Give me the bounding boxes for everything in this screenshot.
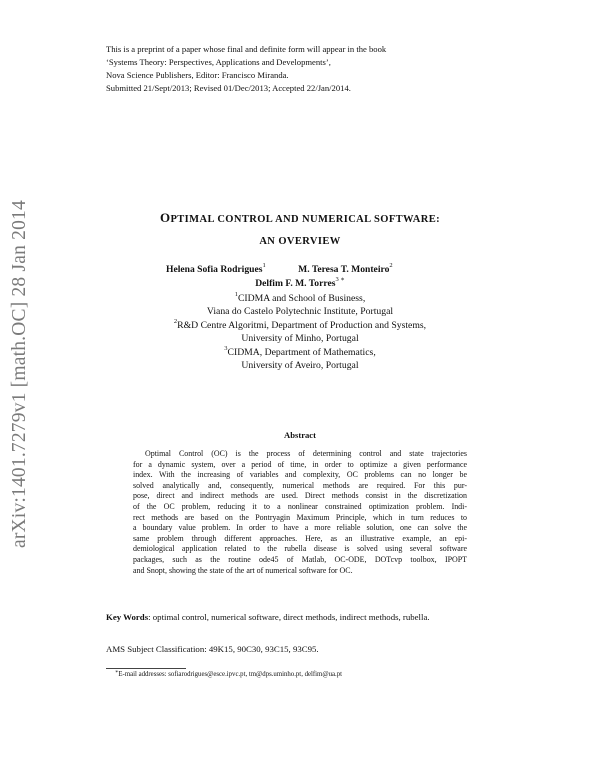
title-line-2: AN OVERVIEW [259,236,341,247]
keywords-text: : optimal control, numerical software, direct methods, indirect methods, rubella. [148,612,430,622]
footnote-text: E-mail addresses: sofiarodrigues@esce.ipvc.pt, tm@dps.uminho.pt, delfim@ua.pt [118,671,342,678]
paper-title [60,207,540,253]
affiliation-line [140,305,460,318]
footnote-mark: ∗ [115,670,119,675]
ams-label: AMS Subject Classification [106,644,205,654]
abstract-line: same problem through different approaches. Here, as an illustrative example, an epi- [133,533,467,543]
abstract-line: Optimal Control (OC) is the process of determining control and state trajectories [145,449,467,458]
affiliation-line [140,359,460,372]
preprint-line: Submitted 21/Sept/2013; Revised 01/Dec/2013; Accepted 22/Jan/2014. [106,83,351,93]
abstract-line: and Snopt, showing the state of the art of numerical software for OC. [133,565,353,575]
author-line-2 [0,278,600,289]
keywords-label: Key Words [106,612,149,622]
affiliation-line [140,346,460,359]
affiliation-text: CIDMA, Department of Mathematics, [227,346,376,358]
preprint-notice [106,43,526,95]
affiliation-text: CIDMA and School of Business, [237,293,366,304]
affiliation-line [140,292,460,305]
author-name: M. Teresa T. Monteiro [298,264,390,275]
affiliation-mark: 1 [262,262,266,269]
footnote-rule [106,668,186,669]
affiliation-text: Viana do Castelo Polytechnic Institute, Portugal [206,306,394,318]
abstract-line: packages, such as the routine ode45 of Matlab, OC-ODE, DOTcvp toolbox, IPOPT [133,554,467,564]
affiliation-line [140,319,460,332]
footnote [115,671,342,678]
abstract-body [133,449,467,576]
affiliation-text: University of Minho, Portugal [241,333,359,345]
title-line-1 [60,207,540,231]
affiliation-mark: 1 [234,291,238,298]
abstract-heading: Abstract [284,430,316,440]
abstract-line: rect methods are based on the Pontryagin Maximum Principle, which in turn reduces to [133,512,467,522]
ams-text: : 49K15, 90C30, 93C15, 93C95. [204,644,319,654]
abstract-line: a boundary value problem. In order to have a more reliable solution, one can solve the [133,523,467,533]
author-name: Delfim F. M. Torres [255,278,336,289]
preprint-line: ‘Systems Theory: Perspectives, Applications and Developments’, [106,57,331,67]
affiliation-mark: 2 [173,317,178,325]
title-rest: PTIMAL CONTROL AND NUMERICAL SOFTWARE: [170,214,441,225]
ams-classification [106,644,319,654]
affiliation-mark: 2 [389,262,393,269]
preprint-line: This is a preprint of a paper whose final and definite form will appear in the book [106,44,387,54]
title-initial: O [159,210,171,225]
author-line-1 [166,264,393,275]
abstract-line: solved analytically and, consequently, numerical methods are required. For this pur- [133,480,467,490]
abstract-line: demiological application related to the rubella disease is solved using several software [133,544,467,554]
affiliation-mark: 3 ∗ [335,276,345,283]
arxiv-stamp: arXiv:1401.7279v1 [math.OC] 28 Jan 2014 [9,200,30,548]
preprint-line: Nova Science Publishers, Editor: Francisco Miranda. [106,70,289,80]
affiliation-text: R&D Centre Algoritmi, Department of Production and Systems, [177,319,427,331]
affiliation-line [140,332,460,345]
affiliation-text: University of Aveiro, Portugal [241,360,359,372]
abstract-line: of the OC problem, reducing it to a nonlinear constrained optimization problem. Indi- [133,501,467,511]
author-name: Helena Sofia Rodrigues [166,264,263,275]
abstract-line: index. With the increasing of variables and complexity, OC problems can no longer be [133,470,467,480]
abstract-line: pose, direct and indirect methods are used. Direct methods consist in the discretization [133,491,467,501]
keywords [106,612,430,622]
affiliation-mark: 3 [224,344,228,352]
abstract-line: for a dynamic system, over a period of time, in order to optimize a given performance [133,459,467,469]
affiliations [140,292,460,372]
